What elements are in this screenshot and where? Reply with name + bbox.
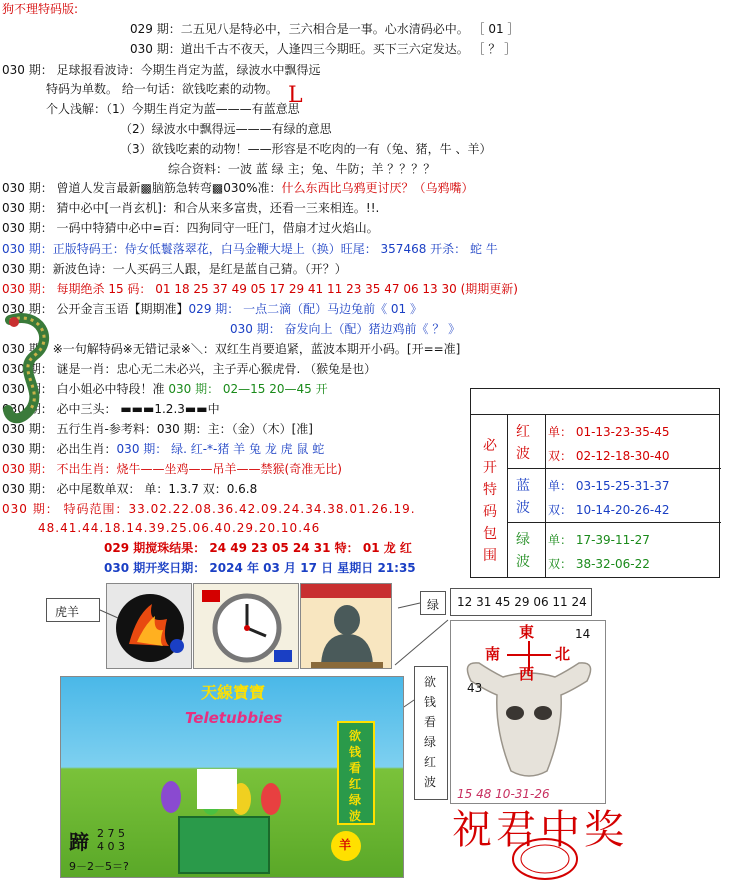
skull-east: 東 xyxy=(519,623,535,641)
teletubbies-title: 天線寶寶 xyxy=(201,683,266,702)
line-yima: 030 期： 一码中特猜中必中=百：四狗同守一旺门，借扇才过火焰山。 xyxy=(2,221,379,235)
line-guess: 030 期： 猜中必中[一肖玄机]：和合从来多富贵，还看一三来相连。!!. xyxy=(2,201,380,215)
line-029: 029 期：二五见八是特必中，三六相合是一事。心水清码必中。 ［ 01 ］ xyxy=(130,22,520,36)
line-bichu: 030 期： 必出生肖：030 期： 绿. 红-*-猪 羊 兔 龙 虎 鼠 蛇 xyxy=(2,442,325,456)
result-029: 029 期搅珠结果： 24 49 23 05 24 31 特： 01 龙 红 xyxy=(104,541,412,555)
skull-west: 西 xyxy=(519,665,535,683)
line-riddle: 030 期： 曾道人发言最新▩脑筋急转弯▩030%准：什么东西比乌鸦更讨厌？（乌鸦嘴） xyxy=(2,181,474,195)
red-letter: L xyxy=(288,83,303,108)
line-buchu: 030 期： 不出生肖：烧牛——坐鸡——吊羊——禁猴(奇准无比) xyxy=(2,462,342,476)
stamp-seal xyxy=(510,836,580,882)
callout-lv: 绿 xyxy=(420,591,446,615)
line-range-cont: 48.41.44.18.14.39.25.06.40.29.20.10.46 xyxy=(38,521,321,535)
skull-image xyxy=(450,620,606,804)
skull-north: 北 xyxy=(555,645,571,663)
poem-line-6: 综合资料：一波 蓝 绿 主；兔、牛防；羊 ？？？？ xyxy=(168,162,436,176)
line-zhengban: 030 期：正版特码王：侍女低鬟落翠花，白马金鞭大堤上（换）旺尾： 357468 开杀： 蛇 牛 xyxy=(2,242,498,256)
result-030-date: 030 期开奖日期： 2024 年 03 月 17 日 星期日 21:35 xyxy=(104,561,416,575)
wave-red: 红 波 单： 01-13-23-35-45 双： 02-12-18-30-40 xyxy=(508,415,721,469)
yang-badge: 羊 xyxy=(331,831,361,861)
poem-line-3: 个人浅解：（1）今期生肖定为蓝———有蓝意思 xyxy=(46,102,300,116)
teletubbies-logo: Teletubbies xyxy=(185,709,283,727)
line-mi: 030 期： 谜是一肖：忠心无二未必兴，主子弄心猴虎骨. （猴兔是也） xyxy=(2,362,377,376)
ti-char: 蹄 xyxy=(69,830,89,854)
callout-numbers: 12 31 45 29 06 11 24 xyxy=(450,588,592,616)
poem-line-5: （3）欲钱吃素的动物！——形容是不吃肉的一有（兔、猪，牛 、羊） xyxy=(120,142,492,156)
line-030a: 030 期：道出千古不夜天，人逢四三今期旺。买下三六定发达。 ［ ？ ］ xyxy=(130,42,517,56)
blessing-text: 祝君中奖 xyxy=(452,807,628,853)
line-kill-15: 030 期： 每期绝杀 15 码： 01 18 25 37 49 05 17 29 41 11 23 35 47 06 13 30 (期期更新) xyxy=(2,282,518,296)
poem-line-4: （2）绿波水中飘得远———有绿的意思 xyxy=(120,122,332,136)
line-color-poem: 030 期：新波色诗：一人买码三人跟，是红是蓝自己猜。（开？） xyxy=(2,262,347,276)
line-jinyan: 030 期： 公开金言玉语【期期准】029 期： 一点二滴（配）马边兔前《 01 》 xyxy=(2,302,422,316)
line-yiju: 030 期：※一句解特码※无错记录※＼：双红生肖要追紧，蓝波本期开小码。[开==准] xyxy=(2,342,461,356)
skull-14: 14 xyxy=(575,627,591,641)
ti-numbers: 2 7 5 4 0 3 xyxy=(97,827,125,853)
teletubbies-sign: 欲 钱 看 红 绿 波 xyxy=(337,721,375,825)
skull-south: 南 xyxy=(485,645,501,663)
ti-equation: 9－2－5＝? xyxy=(69,860,129,873)
page-title: 狗不理特码版: xyxy=(2,2,79,16)
callout-huyang: 虎羊 xyxy=(46,598,100,622)
line-range: 030 期： 特码范围：33.02.22.08.36.42.09.24.34.38.01.26.19. xyxy=(2,502,416,516)
line-bai: 030 期： 白小姐必中特段！准 030 期： 02—15 20—45 开 xyxy=(2,382,328,396)
callout-vertical: 欲 钱 看 绿 红 波 xyxy=(414,666,448,800)
skull-bottom-numbers: 15 48 10-31-26 xyxy=(457,787,550,801)
skull-43: 43 xyxy=(467,681,483,695)
teletubbies-image xyxy=(60,676,404,878)
wave-green: 绿 波 单： 17-39-11-27 双： 38-32-06-22 xyxy=(508,523,721,577)
line-wuxing: 030 期： 五行生肖-参考料：030 期：主：（金）（木）[准] xyxy=(2,422,313,436)
poem-line-1: 030 期： 足球报看波诗：今期生肖定为蓝，绿波水中飘得远 xyxy=(2,63,321,77)
line-santou: 030 期： 必中三头： ▬▬▬1.2.3▬▬中 xyxy=(2,402,220,416)
wave-blue: 蓝 波 单： 03-15-25-31-37 双： 10-14-20-26-42 xyxy=(508,469,721,523)
poem-line-2: 特码为单数。 给一句话：欲钱吃素的动物。 xyxy=(46,82,278,96)
table-left-label: 必 开 特 码 包 围 xyxy=(471,415,508,577)
line-weishu: 030 期： 必中尾数单双： 单：1.3.7 双：0.6.8 xyxy=(2,482,258,496)
line-fenfa: 030 期： 奋发向上（配）猪边鸡前《 ？ 》 xyxy=(230,322,461,336)
